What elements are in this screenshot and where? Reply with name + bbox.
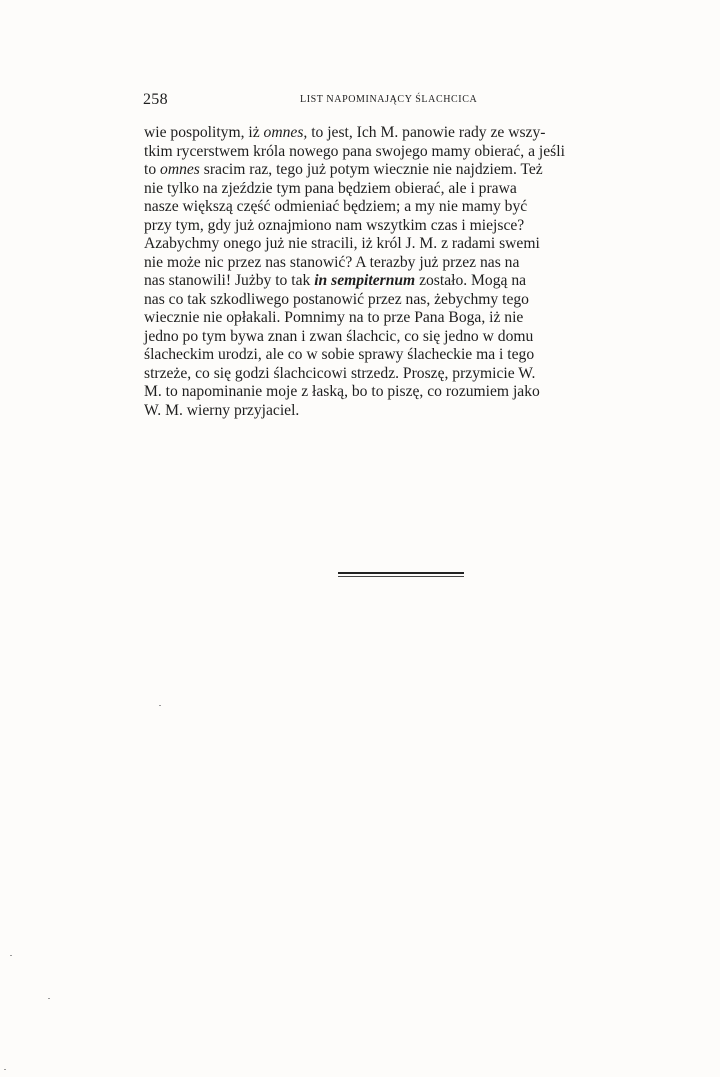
running-head: LIST NAPOMINAJĄCY ŚLACHCICA (300, 94, 478, 105)
text-line: nasze większą część odmieniać będziem; a my nie mamy być (144, 198, 528, 215)
scan-speck (10, 955, 12, 956)
closing-double-rule (338, 572, 464, 577)
latin-term: omnes (160, 161, 200, 178)
text-line: strzeże, co się godzi ślachcicowi strzedz. Proszę, przymicie W. (144, 364, 536, 382)
rule-thick-line (338, 572, 464, 574)
text-line: nie tylko na zjeździe tym pana będziem obierać, ale i prawa (144, 179, 517, 197)
text-line: nie może nic przez nas stanowić? A terazby już przez nas na (144, 253, 520, 271)
text-line: tkim rycerstwem króla nowego pana swojego mamy obierać, a jeśli (144, 142, 565, 160)
body-text (144, 124, 565, 420)
text-line: jedno po tym bywa znan i zwan ślachcic, co się jedno w domu (144, 327, 534, 345)
text-line: przy tym, gdy już oznajmiono nam wszytkim czas i miejsce? (144, 216, 525, 234)
page-number: 258 (143, 91, 168, 108)
text-line: ślacheckim urodzi, ale co w sobie sprawy ślacheckie ma i tego (144, 346, 535, 363)
scan-speck (48, 998, 50, 999)
text-line: nas co tak szkodliwego postanowić przez nas, żebychmy tego (144, 290, 529, 308)
text-line: nas stanowili! Jużby to tak in sempiternum zostało. Mogą na (144, 272, 527, 289)
text-line: W. M. wierny przyjaciel. (144, 401, 300, 419)
text-line: wie pospolitym, iż omnes, to jest, Ich M. panowie rady ze wszy- (144, 124, 546, 141)
text-line: M. to napominanie moje z łaską, bo to piszę, co rozumiem jako (144, 383, 540, 400)
latin-term: in sempiternum (314, 272, 416, 289)
latin-term: omnes, (263, 124, 308, 141)
rule-thin-line (338, 576, 464, 577)
scan-speck (4, 1069, 6, 1070)
text-line: Azabychmy onego już nie stracili, iż król J. M. z radami swemi (144, 235, 540, 252)
scan-speck (159, 705, 161, 706)
text-line: wiecznie nie opłakali. Pomnimy na to prze Pana Boga, iż nie (144, 309, 524, 326)
text-line: to omnes sracim raz, tego już potym wiecznie nie najdziem. Też (144, 161, 543, 178)
